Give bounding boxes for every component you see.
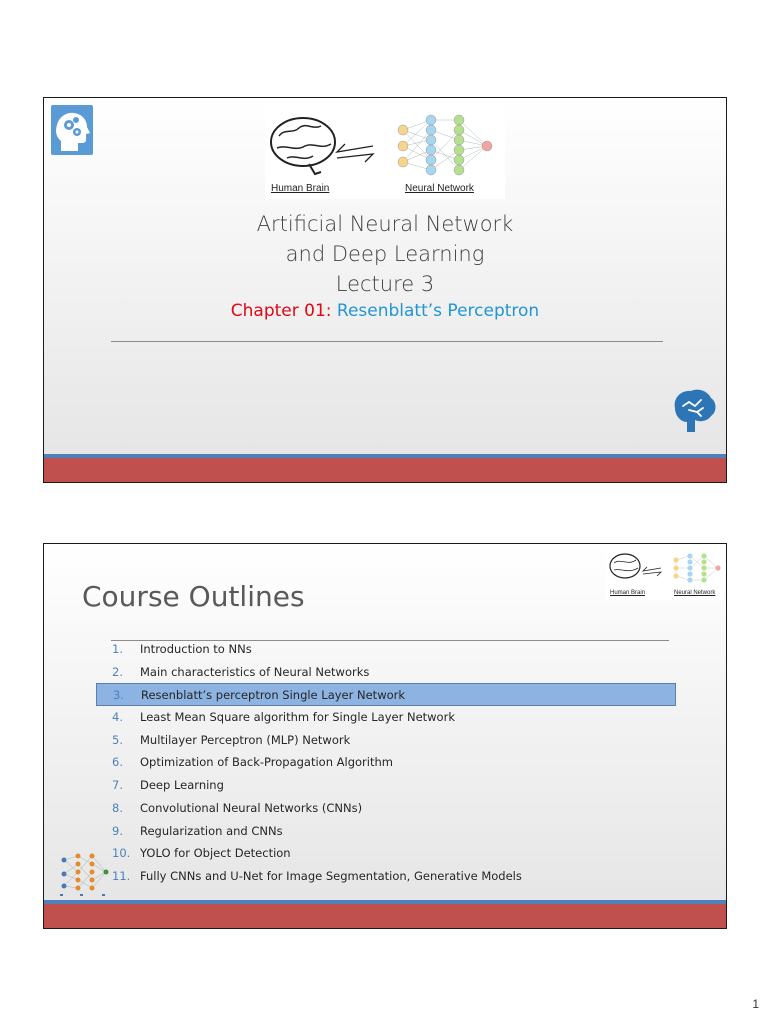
item-text: Introduction to NNs bbox=[140, 642, 252, 656]
outline-item bbox=[96, 865, 676, 888]
item-text: YOLO for Object Detection bbox=[140, 846, 291, 861]
item-number: 1. bbox=[112, 642, 123, 656]
item-number: 10. bbox=[112, 846, 131, 861]
title-divider bbox=[111, 341, 663, 342]
course-outline-list bbox=[96, 638, 676, 888]
brain-network-diagram bbox=[265, 106, 505, 199]
item-number: 2. bbox=[112, 664, 123, 679]
item-text: Least Mean Square algorithm for Single Layer Network bbox=[140, 710, 455, 725]
outline-item bbox=[96, 729, 676, 752]
item-text: Resenblatt’s perceptron Single Layer Network bbox=[141, 688, 406, 703]
chapter-prefix: Chapter 01: bbox=[230, 301, 332, 321]
item-text: Multilayer Perceptron (MLP) Network bbox=[140, 732, 351, 747]
item-text: Main characteristics of Neural Networks bbox=[140, 664, 370, 679]
slide-title bbox=[43, 97, 727, 483]
title-line-1: Artificial Neural Network bbox=[256, 212, 514, 236]
outline-item bbox=[96, 661, 676, 684]
item-number: 8. bbox=[112, 800, 123, 815]
item-text: Fully CNNs and U-Net for Image Segmentation, Generative Models bbox=[140, 868, 522, 883]
item-text: Deep Learning bbox=[140, 778, 224, 793]
chapter-subtitle bbox=[44, 301, 726, 321]
outline-item bbox=[96, 706, 676, 729]
item-text: Regularization and CNNs bbox=[140, 823, 283, 838]
network-thumbnail-icon bbox=[58, 850, 138, 898]
diagram-small-graphic bbox=[606, 546, 724, 592]
outline-item bbox=[96, 820, 676, 843]
footer-bar bbox=[44, 904, 726, 928]
item-text: Optimization of Back-Propagation Algorithm bbox=[140, 755, 393, 770]
neural-network-label: Neural Network bbox=[405, 183, 474, 194]
title-line-2: and Deep Learning bbox=[285, 242, 485, 266]
diagram-graphic bbox=[265, 106, 505, 186]
brain-network-diagram-small bbox=[606, 546, 724, 600]
slide-title: Course Outlines bbox=[82, 580, 305, 613]
brain-icon bbox=[667, 386, 719, 434]
outline-item bbox=[96, 638, 676, 661]
item-text: Convolutional Neural Networks (CNNs) bbox=[140, 800, 363, 815]
footer-bar bbox=[44, 458, 726, 482]
outline-item bbox=[96, 797, 676, 820]
human-brain-label: Human Brain bbox=[610, 590, 646, 596]
neural-network-label: Neural Network bbox=[674, 590, 716, 596]
item-number: 11. bbox=[112, 868, 131, 883]
outline-item bbox=[96, 774, 676, 797]
item-number: 5. bbox=[112, 732, 123, 747]
item-number: 9. bbox=[112, 823, 123, 838]
human-brain-label: Human Brain bbox=[271, 183, 330, 194]
item-number: 6. bbox=[112, 755, 123, 770]
item-number: 3. bbox=[113, 688, 124, 703]
outline-item-highlighted bbox=[96, 683, 676, 706]
outline-item bbox=[96, 842, 676, 865]
outline-item bbox=[96, 751, 676, 774]
page-number: 1 bbox=[752, 997, 759, 1011]
head-gears-icon bbox=[51, 105, 93, 155]
item-number: 4. bbox=[112, 710, 123, 725]
item-number: 7. bbox=[112, 778, 123, 793]
title-line-3: Lecture 3 bbox=[335, 272, 435, 296]
chapter-title: Resenblatt’s Perceptron bbox=[336, 301, 540, 321]
slide-outline bbox=[43, 543, 727, 929]
